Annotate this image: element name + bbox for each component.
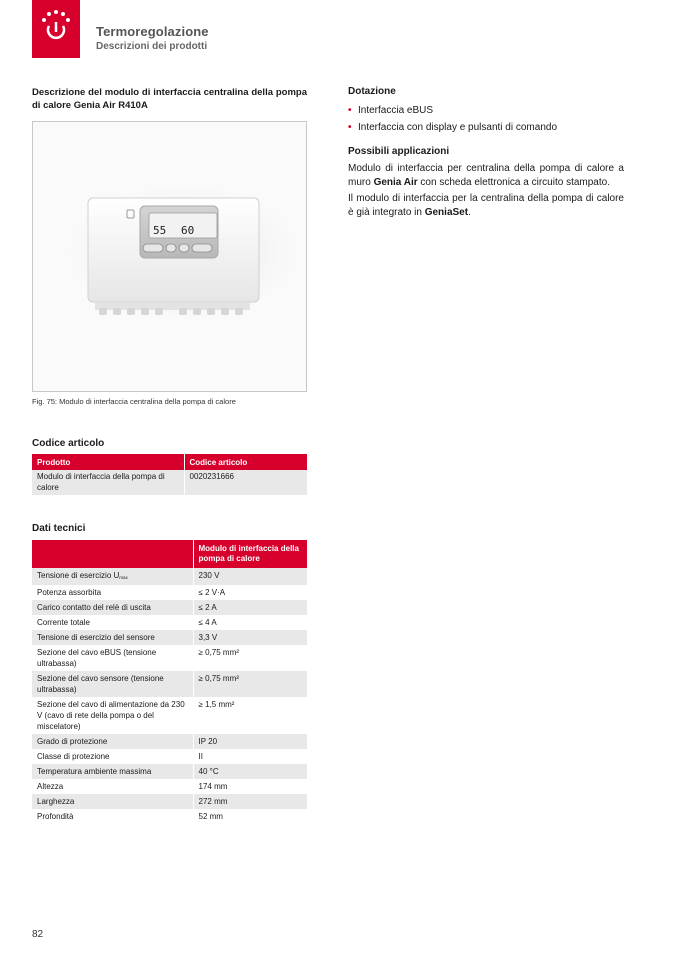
dotazione-heading: Dotazione: [348, 86, 396, 97]
table-row: [32, 671, 307, 697]
table-row: [32, 568, 307, 585]
table-row: [32, 585, 307, 600]
table-header-row: [32, 540, 307, 568]
code-cell: 0020231666: [184, 470, 307, 495]
table-row: [32, 600, 307, 615]
figure-caption: Fig. 75: Modulo di interfaccia centralina della pompa di calore: [32, 397, 236, 406]
text-run: Il modulo di interfaccia per la centralina della pompa di calore è già integrato in: [348, 193, 624, 218]
product-name-geniaset: GeniaSet: [424, 207, 469, 218]
spec-label: Temperatura ambiente massima: [32, 764, 193, 779]
dotazione-list: [348, 102, 624, 136]
spec-label: Tensione di esercizio del sensore: [32, 630, 193, 645]
text-run: con scheda elettronica a circuito stampato.: [417, 177, 610, 188]
table-row: [32, 645, 307, 671]
spec-value: 174 mm: [198, 782, 228, 791]
spec-label-text: Tensione di esercizio U: [37, 571, 120, 580]
spec-label: Altezza: [32, 779, 193, 794]
display-left-value: 55: [153, 224, 167, 237]
table-row: [32, 697, 307, 734]
table-row: [32, 630, 307, 645]
interface-module-illustration: [33, 122, 306, 391]
spec-value: 40 °C: [193, 764, 307, 779]
applicazioni-heading: Possibili applicazioni: [348, 146, 450, 157]
dati-table: [32, 540, 307, 824]
column-header-label: [32, 540, 193, 568]
header-subtitle: Descrizioni dei prodotti: [96, 41, 208, 52]
spec-label: Sezione del cavo sensore (tensione ultrabassa): [32, 671, 193, 697]
spec-value: 272 mm: [193, 794, 307, 809]
spec-value: ≤ 2 V·A: [198, 588, 226, 597]
table-row: [32, 749, 307, 764]
text-run: .: [468, 207, 471, 218]
table-row: [32, 615, 307, 630]
spec-label: Grado di protezione: [32, 734, 193, 749]
spec-value: ≤ 2 A: [193, 600, 307, 615]
applicazioni-paragraph-1: [348, 162, 624, 190]
product-cell: Modulo di interfaccia della pompa di calore: [32, 470, 184, 495]
spec-label: Sezione del cavo eBUS (tensione ultrabassa): [32, 645, 193, 671]
spec-label: [32, 568, 193, 585]
codice-heading: Codice articolo: [32, 438, 105, 449]
table-row: [32, 794, 307, 809]
list-item: • Interfaccia con display e pulsanti di comando: [348, 119, 624, 136]
spec-label: Classe di protezione: [32, 749, 193, 764]
spec-value: ≥ 0,75 mm²: [193, 671, 307, 697]
spec-value: II: [198, 752, 203, 761]
spec-value: 3,3 V: [193, 630, 307, 645]
codice-table: [32, 454, 307, 495]
table-row: [32, 470, 307, 495]
text-run: Modulo di interfaccia per centralina della pompa di calore a muro: [348, 163, 624, 188]
spec-value: ≥ 1,5 mm²: [198, 700, 235, 709]
spec-label: Carico contatto del relè di uscita: [32, 600, 193, 615]
table-row: [32, 764, 307, 779]
product-photo: [32, 121, 307, 392]
spec-value: 230 V: [193, 568, 307, 585]
dati-heading: Dati tecnici: [32, 523, 86, 534]
display-right-value: 60: [181, 224, 195, 237]
table-header-row: [32, 454, 307, 470]
spec-value: ≥ 0,75 mm²: [198, 648, 239, 657]
spec-label: Corrente totale: [32, 615, 193, 630]
spec-label: Potenza assorbita: [32, 585, 193, 600]
page-number: 82: [32, 929, 44, 940]
spec-value: IP 20: [193, 734, 307, 749]
applicazioni-paragraph-2: [348, 192, 624, 220]
spec-value: 52 mm: [198, 812, 223, 821]
section-title: Descrizione del modulo di interfaccia centralina della pompa di calore Genia Air R410A: [32, 87, 307, 111]
column-header-code: Codice articolo: [184, 454, 307, 470]
spec-label-subscript: max: [119, 575, 128, 580]
product-name-genia-air: Genia Air: [373, 177, 418, 188]
spec-label: Sezione del cavo di alimentazione da 230 V (cavo di rete della pompa o del miscelatore): [32, 697, 193, 734]
spec-value: ≤ 4 A: [198, 618, 217, 627]
table-row: [32, 734, 307, 749]
thermostat-logo-icon: [38, 10, 74, 46]
column-header-value: Modulo di interfaccia della pompa di calore: [193, 540, 307, 568]
list-item: • Interfaccia eBUS: [348, 102, 624, 119]
column-header-product: Prodotto: [32, 454, 184, 470]
table-row: [32, 779, 307, 794]
brand-logo: [32, 0, 80, 58]
table-row: [32, 809, 307, 824]
spec-label: Profondità: [32, 809, 193, 824]
spec-label: Larghezza: [32, 794, 193, 809]
header-title: Termoregolazione: [96, 24, 209, 39]
